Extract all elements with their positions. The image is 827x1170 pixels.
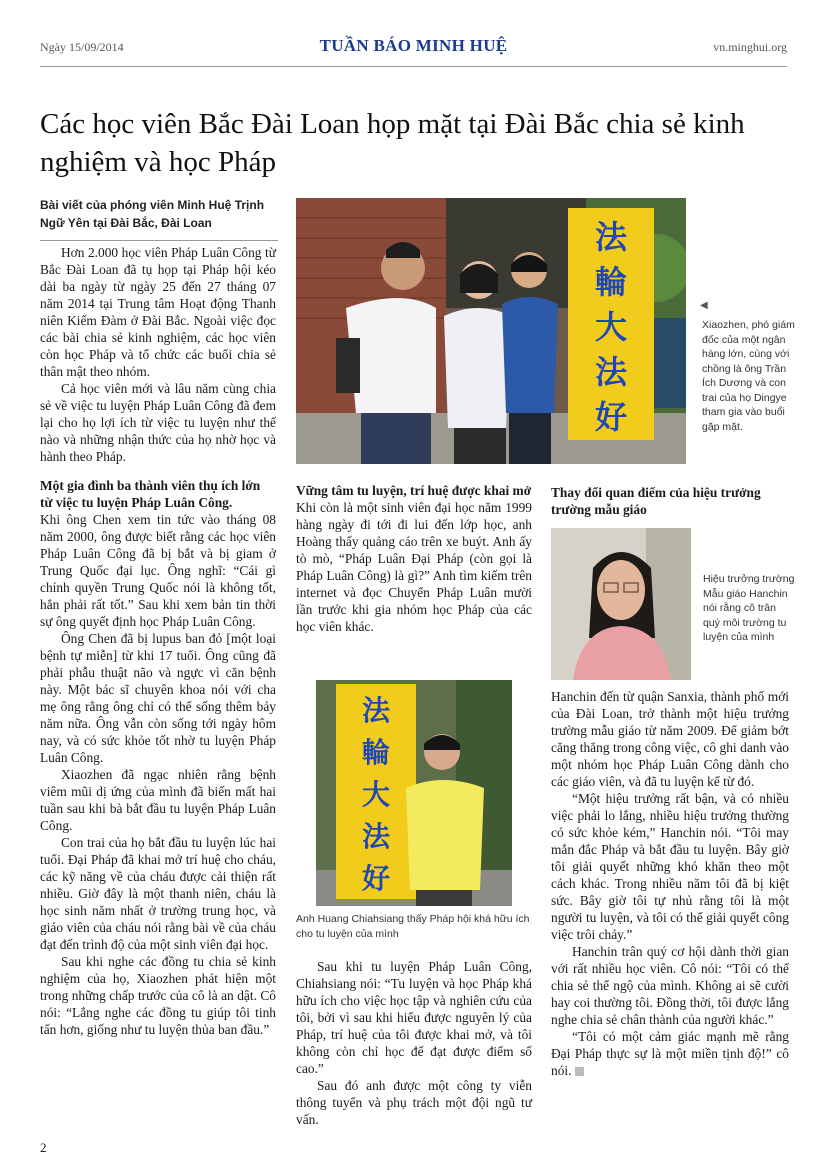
paragraph: Xiaozhen đã ngạc nhiên rằng bệnh viêm mũi dị ứng của mình đã biến mất hai tuần sau khi bà bắt đầu tu luyện Pháp Luân Công. — [40, 767, 276, 833]
paragraph-text: “Tôi có một cảm giác mạnh mẽ rằng Đại Pháp thực sự là một miền tịnh độ!” cô nói. — [551, 1029, 789, 1078]
paragraph: Sau khi nghe các đồng tu chia sẻ kinh nghiệm của họ, Xiaozhen phát hiện một trong những chấp trước của cô là an dật. Cô nói: “Lắng nghe các đồng tu giúp tôi tinh tấn hơn, giống như tu luyện thủa ban đầu.” — [40, 954, 276, 1037]
banner-character: 好 — [594, 398, 628, 436]
paragraph: Sau khi tu luyện Pháp Luân Công, Chiahsiang nói: “Tu luyện và học Pháp khá hữu ích cho việc học tập và nghiên cứu của tôi, bởi vì sau khi hiểu được nguyên lý của Pháp, trí huệ của tôi được khai mở, và tôi không còn chỉ học để đạt được điểm số cao.” — [296, 959, 532, 1076]
paragraph: Con trai của họ bắt đầu tu luyện lúc hai tuổi. Đại Pháp đã khai mở trí huệ cho cháu, các kỹ năng về của cháu được cải thiện rất nhiều. Giờ đây là một thanh niên, cháu là học sinh năm nhất ở trường trung học, và giáo viên của cháu nói rằng bài về của cháu đạt đến trình độ của một sinh viên đại học. — [40, 835, 276, 952]
square-end-icon — [575, 1067, 584, 1076]
byline: Bài viết của phóng viên Minh Huệ Trịnh Ngữ Yên tại Đài Bắc, Đài Loan — [40, 198, 265, 230]
hanchin-photo — [551, 528, 691, 680]
column-2 — [296, 482, 532, 635]
chiahsiang-photo-caption: Anh Huang Chiahsiang thấy Pháp hội khá hữu ích cho tu luyện của mình — [296, 913, 530, 940]
paragraph: “Một hiệu trưởng rất bận, và có nhiều việc phải lo lắng, nhiều hiệu trưởng thường có sức khỏe kém,” Hanchin nói. “Tôi may mắn đắc Pháp và bắt đầu tu luyện. Bây giờ tôi giải quyết những khó khăn theo một cách khác. Trong nhiều năm tôi đã bị kiệt sức. Bây giờ tôi tự nhủ rằng tôi là một người tu luyện, và tôi có thể giải quyết công việc trôi chảy.” — [551, 791, 789, 942]
byline-rule — [40, 240, 278, 241]
paragraph: Hanchin đến từ quận Sanxia, thành phố mới của Đài Loan, trở thành một hiệu trưởng trường mẫu giáo từ năm 2009. Để giảm bớt căng thẳng trong công việc, cô ghi danh vào một nhóm học Pháp Luân Công dành cho các giáo viên, và đã tu luyện kể từ đó. — [551, 689, 789, 789]
paragraph: Khi ông Chen xem tin tức vào tháng 08 năm 2000, ông được biết rằng các học viên Pháp Luân Công đã bị bắt và bị giam ở Trung Quốc đại lục. Ông nghĩ: “Cái gì chính quyền Trung Quốc nói là không tốt, hẳn phải rất tốt.” Sau khi xem bản tin thời sự ông quyết định học Pháp Luân Công. — [40, 512, 276, 629]
column-2-continued — [296, 958, 532, 1128]
header-rule — [40, 66, 787, 67]
banner-character: 法 — [361, 694, 391, 727]
family-photo-caption: Xiaozhen, phó giám đốc của một ngân hàng lớn, cùng với chồng là ông Trần Ích Dương và con trai của họ Dingye tham gia vào buổi gặp mặt. — [702, 319, 795, 433]
article-title: Các học viên Bắc Đài Loan họp mặt tại Đài Bắc chia sẻ kinh nghiệm và học Pháp — [40, 108, 745, 179]
publication-title: TUẦN BÁO MINH HUỆ — [319, 36, 508, 55]
paragraph: Ông Chen đã bị lupus ban đỏ [một loại bệnh tự miễn] từ khi 17 tuổi. Ông cũng đã phải phẫu thuật não và ngực vì căn bệnh này. Một bác sĩ chuyên khoa nói với cha mẹ ông rằng ông chỉ có thể sống thêm bảy năm nữa. Ông vẫn còn sống tới ngày hôm nay, và có sức khỏe tốt nhờ tu luyện Pháp Luân Công. — [40, 631, 276, 765]
site-url: vn.minghui.org — [713, 40, 787, 54]
family-photo — [296, 198, 686, 464]
chiahsiang-photo — [316, 680, 512, 906]
banner-character: 大 — [594, 308, 628, 346]
paragraph: Hơn 2.000 học viên Pháp Luân Công từ Bắc Đài Loan đã tụ họp tại Pháp hội kéo dài ba ngày từ ngày 25 đến 27 tháng 07 năm 2014 tại Trung tâm Hoạt động Thanh niên Kiếm Đàm ở Đài Bắc. Ngoài việc đọc các bài chia sẻ kinh nghiệm, các học viên còn học Pháp và tổ chức các buổi chia sẻ thân mật theo nhóm. — [40, 245, 276, 379]
banner-character: 輪 — [361, 736, 391, 769]
banner-character: 大 — [361, 778, 391, 811]
banner-character: 法 — [594, 218, 628, 256]
issue-date: Ngày 15/09/2014 — [40, 40, 124, 54]
section-heading: Vững tâm tu luyện, trí huệ được khai mở — [296, 483, 532, 498]
paragraph — [551, 1028, 789, 1079]
paragraph: Sau đó anh được một công ty viễn thông tuyển và phụ trách một đội ngũ tư vấn. — [296, 1078, 532, 1127]
triangle-left-icon: ◀ — [700, 300, 708, 311]
paragraph: Khi còn là một sinh viên đại học năm 1999 hàng ngày đi tới đi lui đến lớp học, anh Hoàng thấy quảng cáo trên xe buýt. Anh ấy tò mò, “Pháp Luân Đại Pháp (còn gọi là Pháp Luân Công) là gì?” Anh tìm kiếm trên internet và đọc Chuyển Pháp Luân mười lần trước khi gia nhóm học Pháp của các học viên khác. — [296, 500, 532, 634]
banner-character: 輪 — [594, 263, 628, 301]
paragraph: Hanchin trân quý cơ hội dành thời gian với rất nhiều học viên. Cô nói: “Tôi có thể chia sẻ thể ngộ của mình. Không ai sẽ cười hay coi thường tôi. Đồng thời, tôi được lắng nghe chia sẻ chân thành của người khác.” — [551, 944, 789, 1027]
section-heading: Thay đổi quan điểm của hiệu trưởng trường mẫu giáo — [551, 485, 761, 517]
banner-character: 法 — [361, 820, 391, 853]
column-1 — [40, 244, 276, 1038]
column-3 — [551, 688, 789, 1079]
column-3-heading — [551, 484, 789, 518]
banner-character: 法 — [594, 353, 628, 391]
page-number: 2 — [40, 1140, 47, 1155]
paragraph: Cả học viên mới và lâu năm cùng chia sẻ về việc tu luyện Pháp Luân Công đã đem lại cho họ lợi ích từ việc tu luyện như thế nào và những nhận thức của họ nhờ học và hành theo Pháp. — [40, 381, 276, 464]
section-heading: Một gia đình ba thành viên thụ ích lớn từ việc tu luyện Pháp Luân Công. — [40, 478, 261, 510]
hanchin-photo-caption: Hiệu trưởng trường Mẫu giáo Hanchin nói rằng cô trân quý môi trường tu luyện của mình — [703, 573, 795, 643]
banner-character: 好 — [361, 862, 391, 895]
